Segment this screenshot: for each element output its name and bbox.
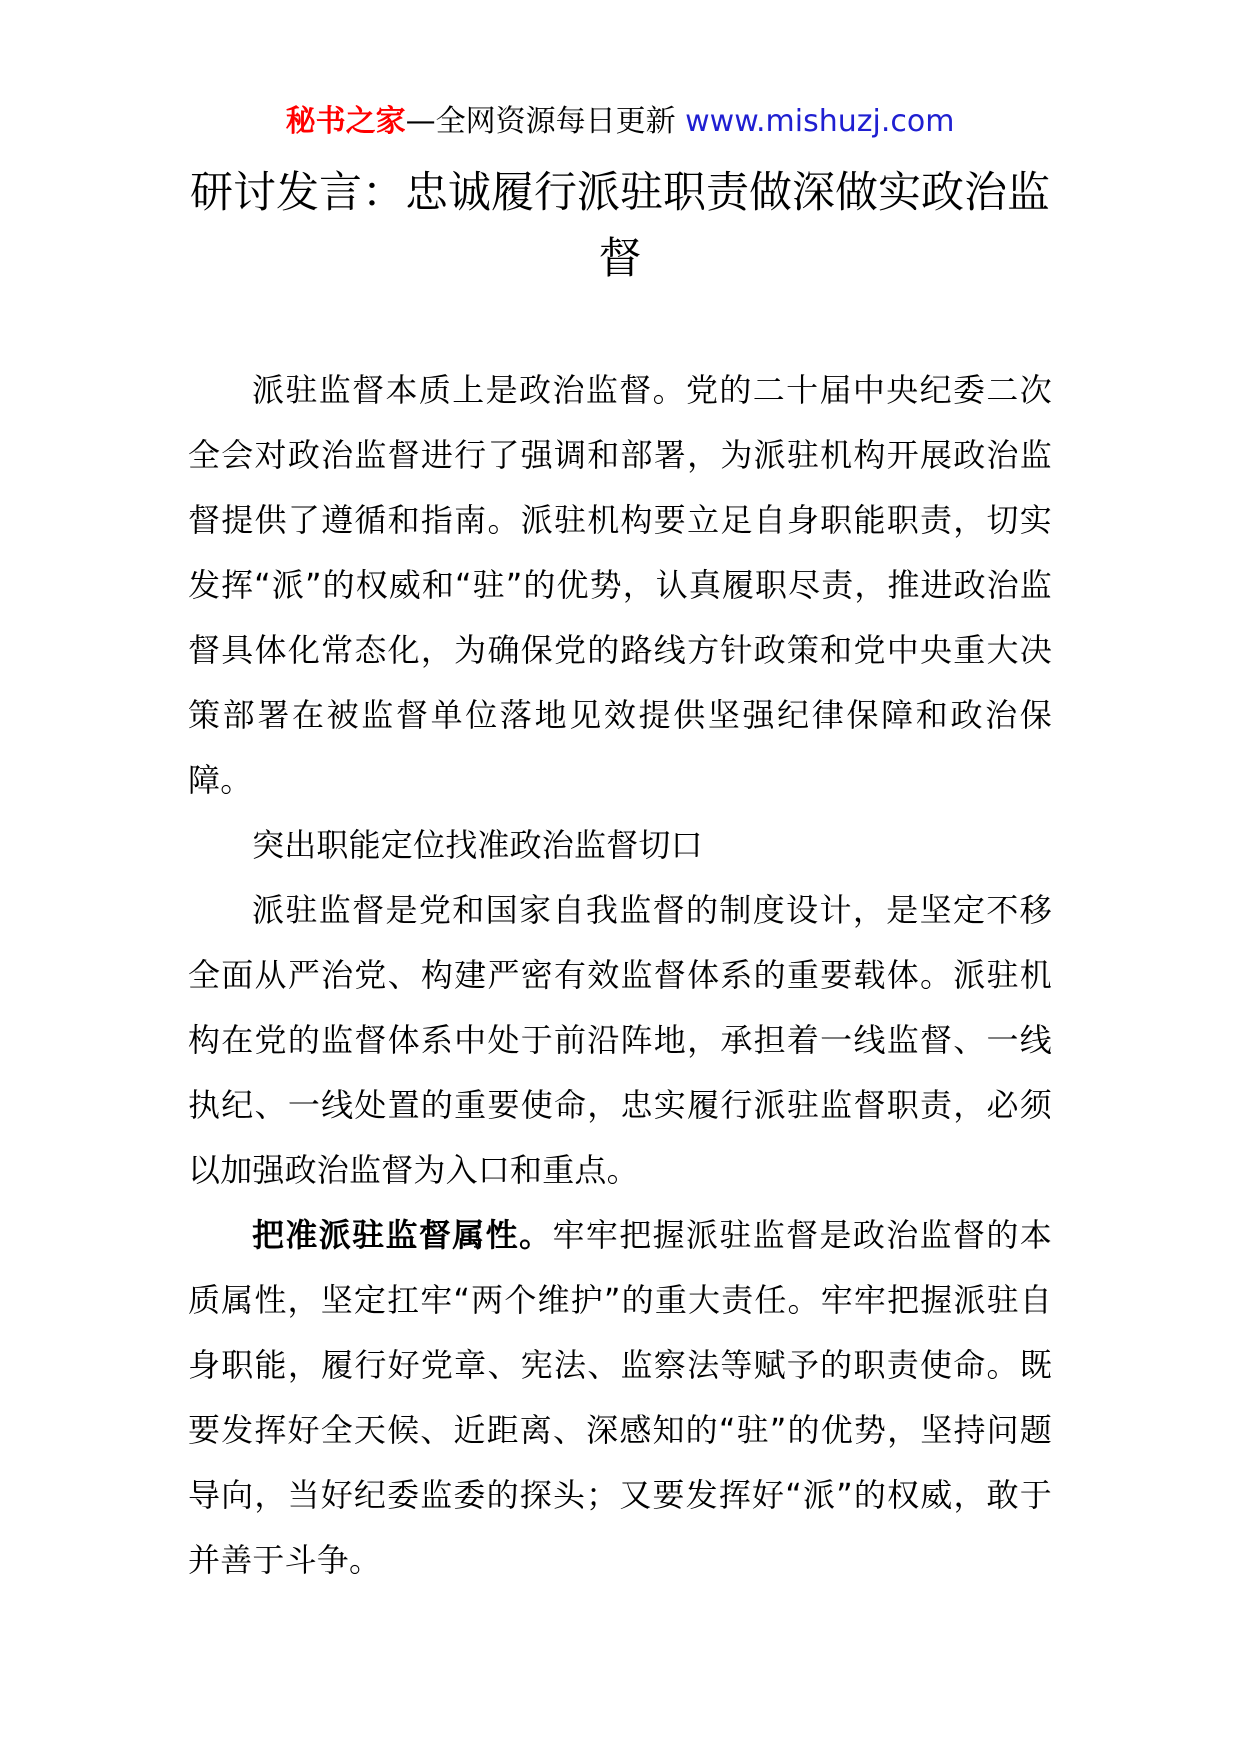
paragraph-text: 派驻监督本质上是政治监督。党的二十届中央纪委二次全会对政治监督进行了强调和部署，为派驻机构开展政治监督提供了遵循和指南。派驻机构要立足自身职能职责，切实发挥“派”的权威和“驻”的优势，认真履职尽责，推进政治监督具体化常态化，为确保党的路线方针政策和党中央重大决策部署在被监督单位落地见效提供坚强纪律保障和政治保障。 [188, 371, 1052, 799]
site-name: 秘书之家 [285, 104, 406, 139]
site-header [0, 100, 1240, 144]
document-body [188, 358, 1052, 1593]
site-url-link[interactable]: www.mishuzj.com [685, 104, 955, 139]
section-heading-text: 突出职能定位找准政治监督切口 [252, 826, 703, 864]
paragraph-text: 牢牢把握派驻监督是政治监督的本质属性，坚定扛牢“两个维护”的重大责任。牢牢把握派驻自身职能，履行好党章、宪法、监察法等赋予的职责使命。既要发挥好全天候、近距离、深感知的“驻”的优势，坚持问题导向，当好纪委监委的探头；又要发挥好“派”的权威，敢于并善于斗争。 [188, 1216, 1052, 1579]
site-tagline: —全网资源每日更新 [405, 104, 676, 139]
paragraph [188, 878, 1052, 1203]
paragraph [188, 1203, 1052, 1593]
paragraph-text: 派驻监督是党和国家自我监督的制度设计，是坚定不移全面从严治党、构建严密有效监督体系的重要载体。派驻机构在党的监督体系中处于前沿阵地，承担着一线监督、一线执纪、一线处置的重要使命，忠实履行派驻监督职责，必须以加强政治监督为入口和重点。 [188, 891, 1052, 1189]
section-heading [188, 813, 1052, 878]
paragraph-lead: 把准派驻监督属性。 [252, 1216, 553, 1254]
paragraph [188, 358, 1052, 813]
document-title: 研讨发言：忠诚履行派驻职责做深做实政治监督 [190, 168, 1050, 284]
